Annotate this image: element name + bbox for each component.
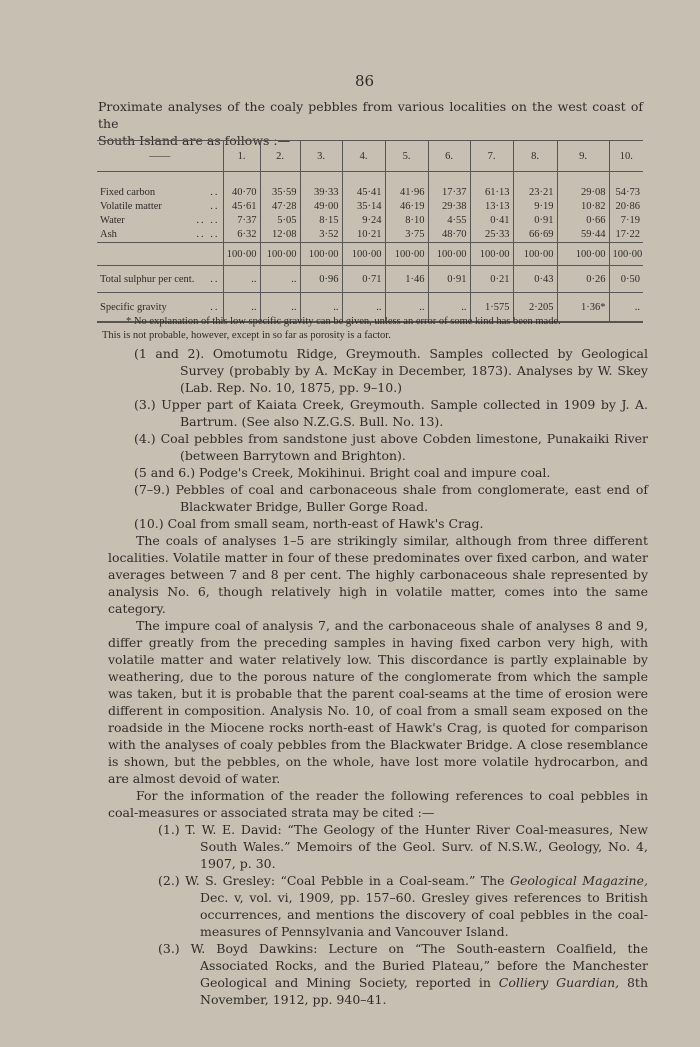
table-cell: 40·70	[223, 172, 260, 201]
table-cell: 0·41	[470, 214, 513, 228]
row-label: Specific gravity ..	[97, 293, 223, 323]
reference-item: (2.) W. S. Gresley: “Coal Pebble in a Coal-seam.” The Geological Magazine, Dec. v, vol. vi, 1909, pp. 157–60. Gresley gives references to British occurrences, and mentions the discovery of coal pebbles in the coal-measures of Pennsylvania and Vancouver Island.	[158, 873, 648, 939]
table-cell: 1·36*	[557, 293, 609, 323]
table-cell: ..	[260, 293, 300, 323]
table-cell: 100·00	[428, 243, 470, 266]
locality-item: (4.) Coal pebbles from sandstone just above Cobden limestone, Punakaiki River (between Barrytown and Brighton).	[134, 431, 648, 463]
header-dash: ——	[97, 141, 223, 172]
table-cell: 100·00	[609, 243, 643, 266]
table-row-volatile-matter	[97, 200, 643, 214]
paragraph: For the information of the reader the following references to coal pebbles in coal-measures or associated strata may be cited :—	[108, 788, 648, 820]
table-cell: 45·61	[223, 200, 260, 214]
table-cell: 2·205	[513, 293, 557, 323]
table-cell: 0·91	[513, 214, 557, 228]
locality-item: (1 and 2). Omotumotu Ridge, Greymouth. Samples collected by Geological Survey (probably by A. McKay in December, 1873). Analyses by W. Skey (Lab. Rep. No. 10, 1875, pp. 9–10.)	[134, 346, 648, 395]
table-cell: 3·52	[300, 228, 342, 243]
table-cell: 25·33	[470, 228, 513, 243]
intro-line-2: South Island are as follows :—	[98, 133, 291, 148]
table-cell: 48·70	[428, 228, 470, 243]
table-cell: 8·15	[300, 214, 342, 228]
footnote	[102, 315, 642, 343]
table-cell: 4·55	[428, 214, 470, 228]
row-label: Volatile matter ..	[100, 201, 220, 212]
table-cell: 59·44	[557, 228, 609, 243]
table-cell: 13·13	[470, 200, 513, 214]
column-header: 9.	[557, 141, 609, 172]
table-cell: 100·00	[260, 243, 300, 266]
table-cell: ..	[223, 293, 260, 323]
table-cell: 66·69	[513, 228, 557, 243]
locality-item: (3.) Upper part of Kaiata Creek, Greymouth. Sample collected in 1909 by J. A. Bartrum. (See also N.Z.G.S. Bull. No. 13).	[134, 397, 648, 429]
table-cell: 17·22	[609, 228, 643, 243]
table-cell: 100·00	[300, 243, 342, 266]
column-header: 10.	[609, 141, 643, 172]
table-cell: 20·86	[609, 200, 643, 214]
row-label: Water .. ..	[100, 215, 220, 226]
table-cell: 9·24	[342, 214, 385, 228]
table-cell: 29·38	[428, 200, 470, 214]
table-cell: 0·43	[513, 266, 557, 293]
table-cell: ..	[300, 293, 342, 323]
table-cell: 8·10	[385, 214, 428, 228]
table-cell: ..	[260, 266, 300, 293]
table-header-row	[97, 141, 643, 172]
table-cell: 6·32	[223, 228, 260, 243]
table-cell: 100·00	[513, 243, 557, 266]
table-cell: 0·66	[557, 214, 609, 228]
table-cell: 100·00	[223, 243, 260, 266]
table-cell: 100·00	[342, 243, 385, 266]
column-header: 2.	[260, 141, 300, 172]
intro-line-1: Proximate analyses of the coaly pebbles from various localities on the west coast of the	[98, 99, 643, 131]
table-cell: 61·13	[470, 172, 513, 201]
table-row-sulphur	[97, 266, 643, 293]
paragraph: The impure coal of analysis 7, and the carbonaceous shale of analyses 8 and 9, differ greatly from the preceding samples in having fixed carbon very high, with volatile matter and water relatively low. This discordance is partly explainable by weathering, due to the porous nature of the conglomerate from which the sample was taken, but it is probable that the parent coal-seams at the time of erosion were different in composition. Analysis No. 10, of coal from a small seam exposed on the roadside in the Miocene rocks north-east of Hawk's Crag, is quoted for comparison with the analyses of coaly pebbles from the Blackwater Bridge. A close resemblance is shown, but the pebbles, on the whole, have lost more volatile hydrocarbon, and are almost devoid of water.	[108, 618, 648, 786]
column-header: 3.	[300, 141, 342, 172]
table-cell: 29·08	[557, 172, 609, 201]
column-header: 8.	[513, 141, 557, 172]
locality-item: (7–9.) Pebbles of coal and carbonaceous shale from conglomerate, east end of Blackwater Bridge, Buller Gorge Road.	[134, 482, 648, 514]
table-cell: 3·75	[385, 228, 428, 243]
column-header: 5.	[385, 141, 428, 172]
reference-item: (1.) T. W. E. David: “The Geology of the Hunter River Coal-measures, New South Wales.” Memoirs of the Geol. Surv. of N.S.W., Geology, No. 4, 1907, p. 30.	[158, 822, 648, 871]
table-row-fixed-carbon	[97, 172, 643, 201]
footnote-line-1: * No explanation of this low specific gravity can be given, unless an error of some kind has been made.	[126, 316, 561, 327]
table-cell: 1·575	[470, 293, 513, 323]
column-header: 6.	[428, 141, 470, 172]
table-cell: 7·37	[223, 214, 260, 228]
table-cell: 54·73	[609, 172, 643, 201]
paragraph: The coals of analyses 1–5 are strikingly similar, although from three different localities. Volatile matter in four of these predominates over fixed carbon, and water averages between 7 and 8 per cent. The highly carbonaceous shale represented by analysis No. 6, though relatively high in volatile matter, comes into the same category.	[108, 533, 648, 616]
column-header: 1.	[223, 141, 260, 172]
table-cell: 47·28	[260, 200, 300, 214]
table-cell: 100·00	[557, 243, 609, 266]
table-cell: 39·33	[300, 172, 342, 201]
row-label: Fixed carbon ..	[100, 187, 220, 198]
locality-item: (10.) Coal from small seam, north-east of Hawk's Crag.	[134, 516, 484, 531]
table-cell: 35·59	[260, 172, 300, 201]
table-cell: 41·96	[385, 172, 428, 201]
page-number: 86	[355, 72, 375, 90]
table-row-water	[97, 214, 643, 228]
table-cell: 35·14	[342, 200, 385, 214]
table-cell: 10·82	[557, 200, 609, 214]
analyses-table	[97, 140, 643, 323]
row-label: Total sulphur per cent. ..	[97, 266, 223, 293]
table-cell: 9·19	[513, 200, 557, 214]
row-label: Ash .. ..	[100, 229, 220, 240]
table-cell: 100·00	[385, 243, 428, 266]
table-cell: 100·00	[470, 243, 513, 266]
table-cell: 0·50	[609, 266, 643, 293]
table-cell: 23·21	[513, 172, 557, 201]
row-label	[97, 243, 223, 266]
table-cell: 0·96	[300, 266, 342, 293]
locality-item: (5 and 6.) Podge's Creek, Mokihinui. Bright coal and impure coal.	[134, 465, 551, 480]
reference-item: (3.) W. Boyd Dawkins: Lecture on “The South-eastern Coalfield, the Associated Rocks, and the Buried Plateau,” before the Manchester Geological and Mining Society, reported in Colliery Guardian, 8th November, 1912, pp. 940–41.	[158, 941, 649, 1007]
table-cell: 1·46	[385, 266, 428, 293]
table-cell: ..	[609, 293, 643, 323]
table-row-totals	[97, 243, 643, 266]
table-row-ash	[97, 228, 643, 243]
table-cell: 0·26	[557, 266, 609, 293]
table-cell: 0·91	[428, 266, 470, 293]
table-cell: ..	[428, 293, 470, 323]
table-cell: 5·05	[260, 214, 300, 228]
table-cell: ..	[342, 293, 385, 323]
table-cell: ..	[223, 266, 260, 293]
table-cell: ..	[385, 293, 428, 323]
table-cell: 10·21	[342, 228, 385, 243]
table-cell: 0·71	[342, 266, 385, 293]
table-cell: 45·41	[342, 172, 385, 201]
table-cell: 46·19	[385, 200, 428, 214]
column-header: 7.	[470, 141, 513, 172]
body-text	[108, 345, 648, 1008]
footnote-line-2: This is not probable, however, except in so far as porosity is a factor.	[102, 330, 391, 341]
table-cell: 0·21	[470, 266, 513, 293]
table-cell: 49·00	[300, 200, 342, 214]
table-cell: 17·37	[428, 172, 470, 201]
table-cell: 7·19	[609, 214, 643, 228]
table-cell: 12·08	[260, 228, 300, 243]
column-header: 4.	[342, 141, 385, 172]
